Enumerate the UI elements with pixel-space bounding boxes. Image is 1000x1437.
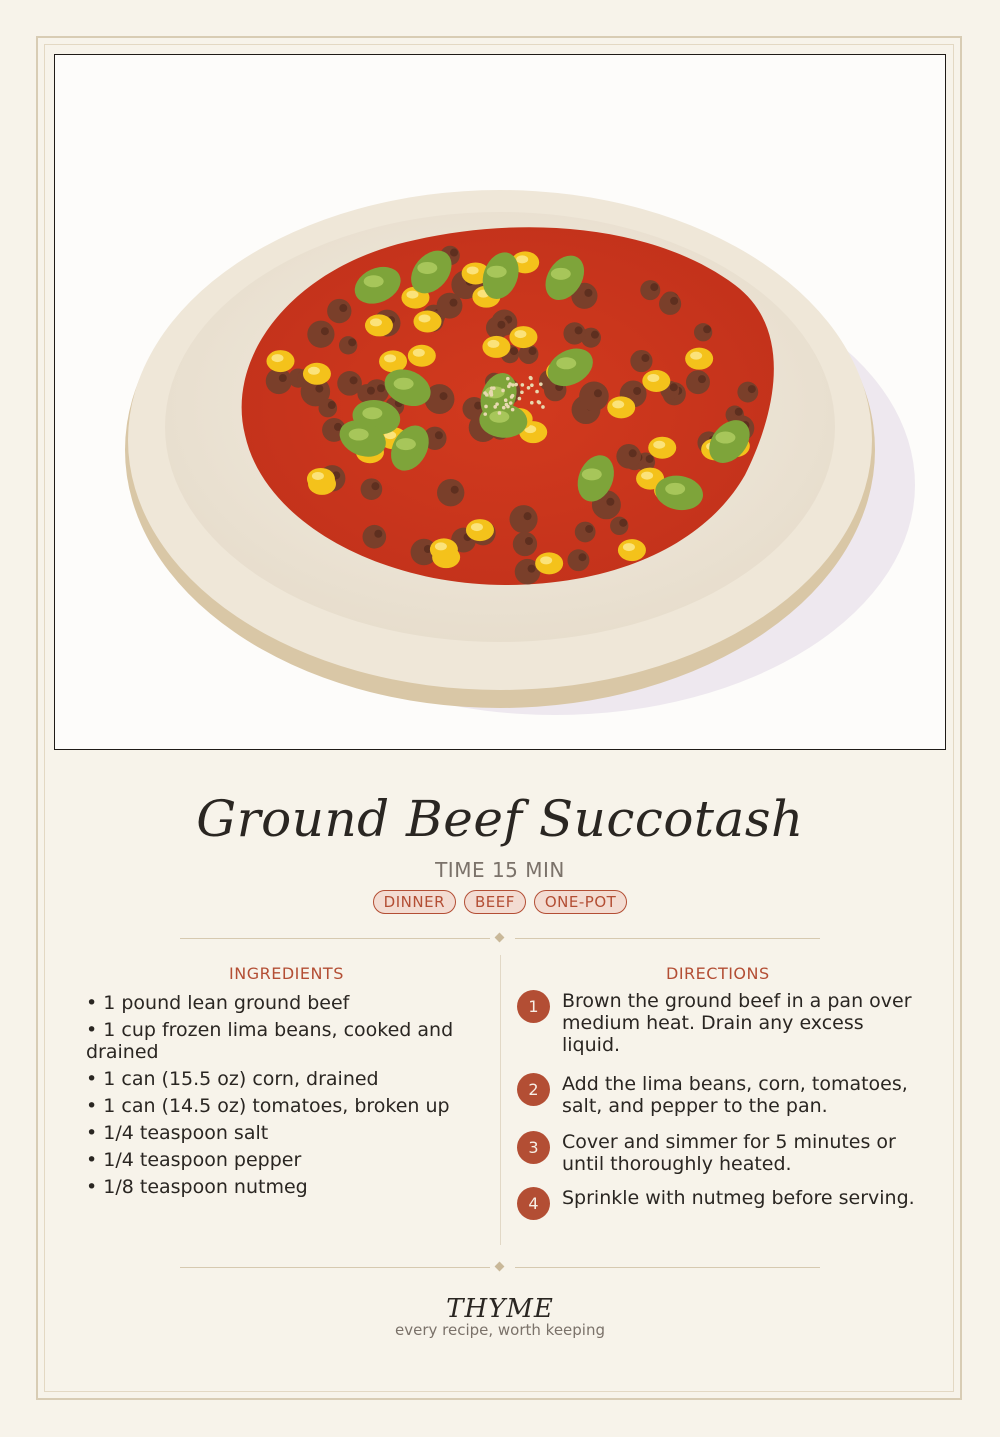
dish-illustration [54,54,946,750]
ingredient-item: • 1/4 teaspoon pepper [86,1149,302,1171]
direction-step [517,1073,922,1117]
step-number-badge: 2 [517,1073,550,1106]
top-divider [180,932,820,946]
step-text: Add the lima beans, corn, tomatoes, salt, and pepper to the pan. [562,1073,908,1117]
ingredient-item: • 1/8 teaspoon nutmeg [86,1176,308,1198]
tag-beef[interactable]: BEEF [464,890,526,914]
diamond-ornament-icon [495,933,505,943]
step-number-badge: 4 [517,1187,550,1220]
cook-time: TIME 15 MIN [435,858,565,882]
ingredient-item: • 1 can (14.5 oz) tomatoes, broken up [86,1095,450,1117]
diamond-ornament-icon [495,1262,505,1272]
ingredient-item: • 1 pound lean ground beef [86,992,350,1014]
tag-dinner[interactable]: DINNER [373,890,456,914]
step-text: Cover and simmer for 5 minutes or until thoroughly heated. [562,1131,896,1175]
tag-list [0,890,1000,914]
ingredient-item: • 1/4 teaspoon salt [86,1122,269,1144]
step-number-badge: 1 [517,990,550,1023]
step-text: Brown the ground beef in a pan over medium heat. Drain any excess liquid. [562,990,912,1056]
direction-step [517,1187,922,1220]
ingredient-item: • 1 cup frozen lima beans, cooked and drained [86,1019,454,1063]
brand-logo: THYME [446,1294,554,1324]
recipe-title: Ground Beef Succotash [196,790,804,848]
bottom-divider [180,1261,820,1275]
step-number-badge: 3 [517,1131,550,1164]
ingredient-item: • 1 can (15.5 oz) corn, drained [86,1068,379,1090]
direction-step [517,1131,922,1175]
tag-one-pot[interactable]: ONE-POT [534,890,627,914]
ingredient-list [86,992,466,1203]
brand-tagline: every recipe, worth keeping [394,1321,605,1339]
step-text: Sprinkle with nutmeg before serving. [562,1187,915,1209]
column-divider [500,955,501,1245]
directions-heading: DIRECTIONS [666,964,770,983]
direction-step [517,990,922,1056]
ingredients-heading: INGREDIENTS [229,964,344,983]
